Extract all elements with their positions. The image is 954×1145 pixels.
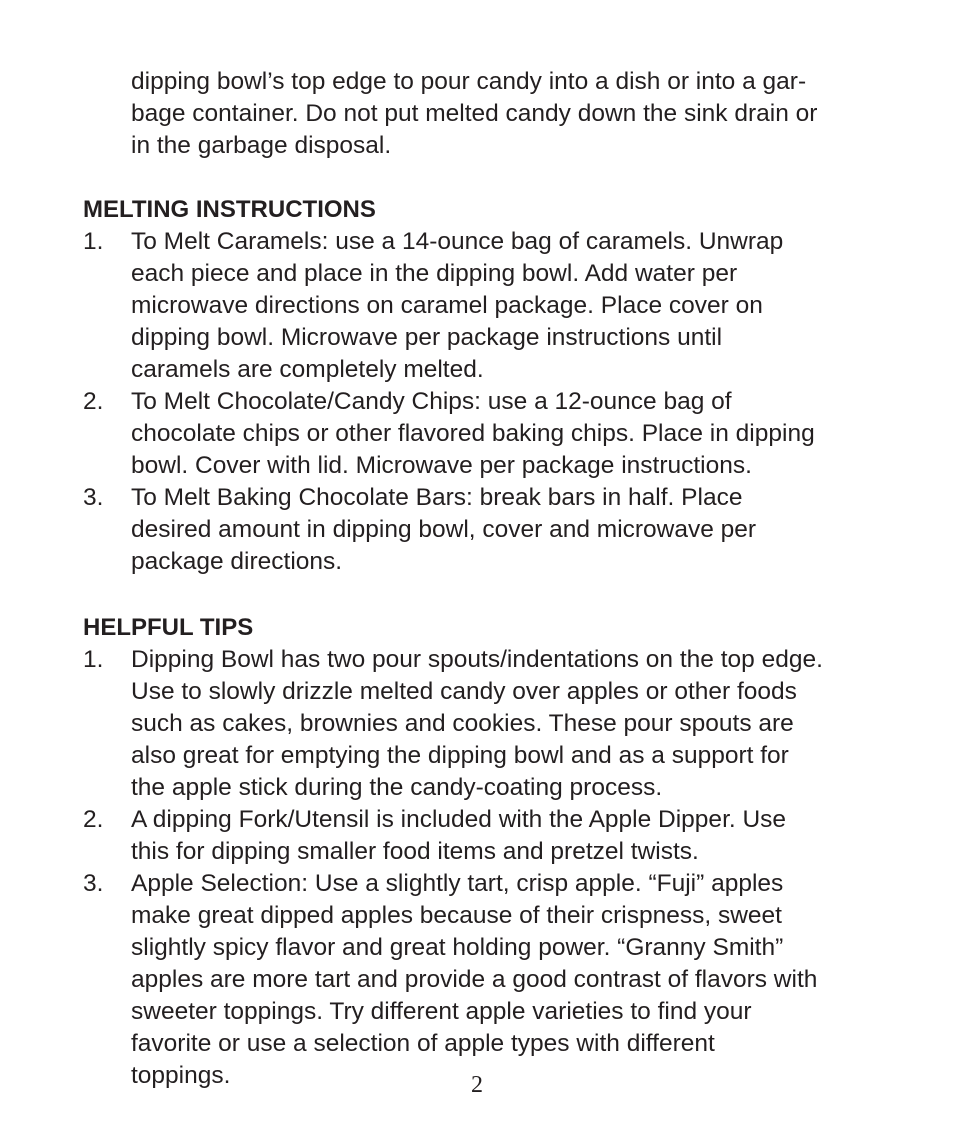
text-line: Apple Selection: Use a slightly tart, crisp apple. “Fuji” apples (131, 870, 784, 897)
text-line: dipping bowl. Microwave per package instructions until (131, 324, 723, 351)
section-heading: MELTING INSTRUCTIONS (83, 196, 376, 223)
list-item (83, 386, 903, 482)
item-number: 1. (83, 228, 104, 255)
list-item (83, 644, 903, 804)
list-item (83, 226, 903, 386)
text-line: each piece and place in the dipping bowl. Add water per (131, 260, 738, 287)
item-number: 3. (83, 870, 104, 897)
text-line: the apple stick during the candy-coating process. (131, 774, 663, 801)
melting-instructions-section (83, 194, 903, 578)
text-line: chocolate chips or other flavored baking chips. Place in dipping (131, 420, 815, 447)
page-number: 2 (471, 1072, 483, 1098)
text-line: make great dipped apples because of their crispness, sweet (131, 902, 782, 929)
text-line: desired amount in dipping bowl, cover and microwave per (131, 516, 757, 543)
list-item (83, 482, 903, 578)
text-line: package directions. (131, 548, 343, 575)
text-line: dipping bowl’s top edge to pour candy into a dish or into a gar- (131, 68, 807, 95)
text-line: such as cakes, brownies and cookies. These pour spouts are (131, 710, 794, 737)
text-line: To Melt Baking Chocolate Bars: break bars in half. Place (131, 484, 743, 511)
text-line: in the garbage disposal. (131, 132, 392, 159)
item-number: 1. (83, 646, 104, 673)
list-item (83, 868, 903, 1092)
text-line: bage container. Do not put melted candy down the sink drain or (131, 100, 818, 127)
melting-list (83, 226, 903, 578)
section-heading: HELPFUL TIPS (83, 614, 254, 641)
text-line: caramels are completely melted. (131, 356, 484, 383)
text-line: microwave directions on caramel package. Place cover on (131, 292, 763, 319)
tips-list (83, 644, 903, 1092)
text-line: also great for emptying the dipping bowl and as a support for (131, 742, 789, 769)
text-line: A dipping Fork/Utensil is included with the Apple Dipper. Use (131, 806, 787, 833)
item-number: 3. (83, 484, 104, 511)
text-line: Dipping Bowl has two pour spouts/indentations on the top edge. (131, 646, 823, 673)
text-line: Use to slowly drizzle melted candy over apples or other foods (131, 678, 797, 705)
text-line: slightly spicy flavor and great holding power. “Granny Smith” (131, 934, 784, 961)
text-line: favorite or use a selection of apple types with different (131, 1030, 715, 1057)
text-line: apples are more tart and provide a good contrast of flavors with (131, 966, 818, 993)
item-number: 2. (83, 388, 104, 415)
text-line: bowl. Cover with lid. Microwave per package instructions. (131, 452, 752, 479)
intro-paragraph (131, 66, 891, 162)
text-line: toppings. (131, 1062, 231, 1089)
text-line: sweeter toppings. Try different apple varieties to find your (131, 998, 752, 1025)
item-number: 2. (83, 806, 104, 833)
helpful-tips-section (83, 612, 903, 1092)
list-item (83, 804, 903, 868)
text-line: this for dipping smaller food items and pretzel twists. (131, 838, 699, 865)
text-line: To Melt Chocolate/Candy Chips: use a 12-ounce bag of (131, 388, 732, 415)
text-line: To Melt Caramels: use a 14-ounce bag of caramels. Unwrap (131, 228, 784, 255)
